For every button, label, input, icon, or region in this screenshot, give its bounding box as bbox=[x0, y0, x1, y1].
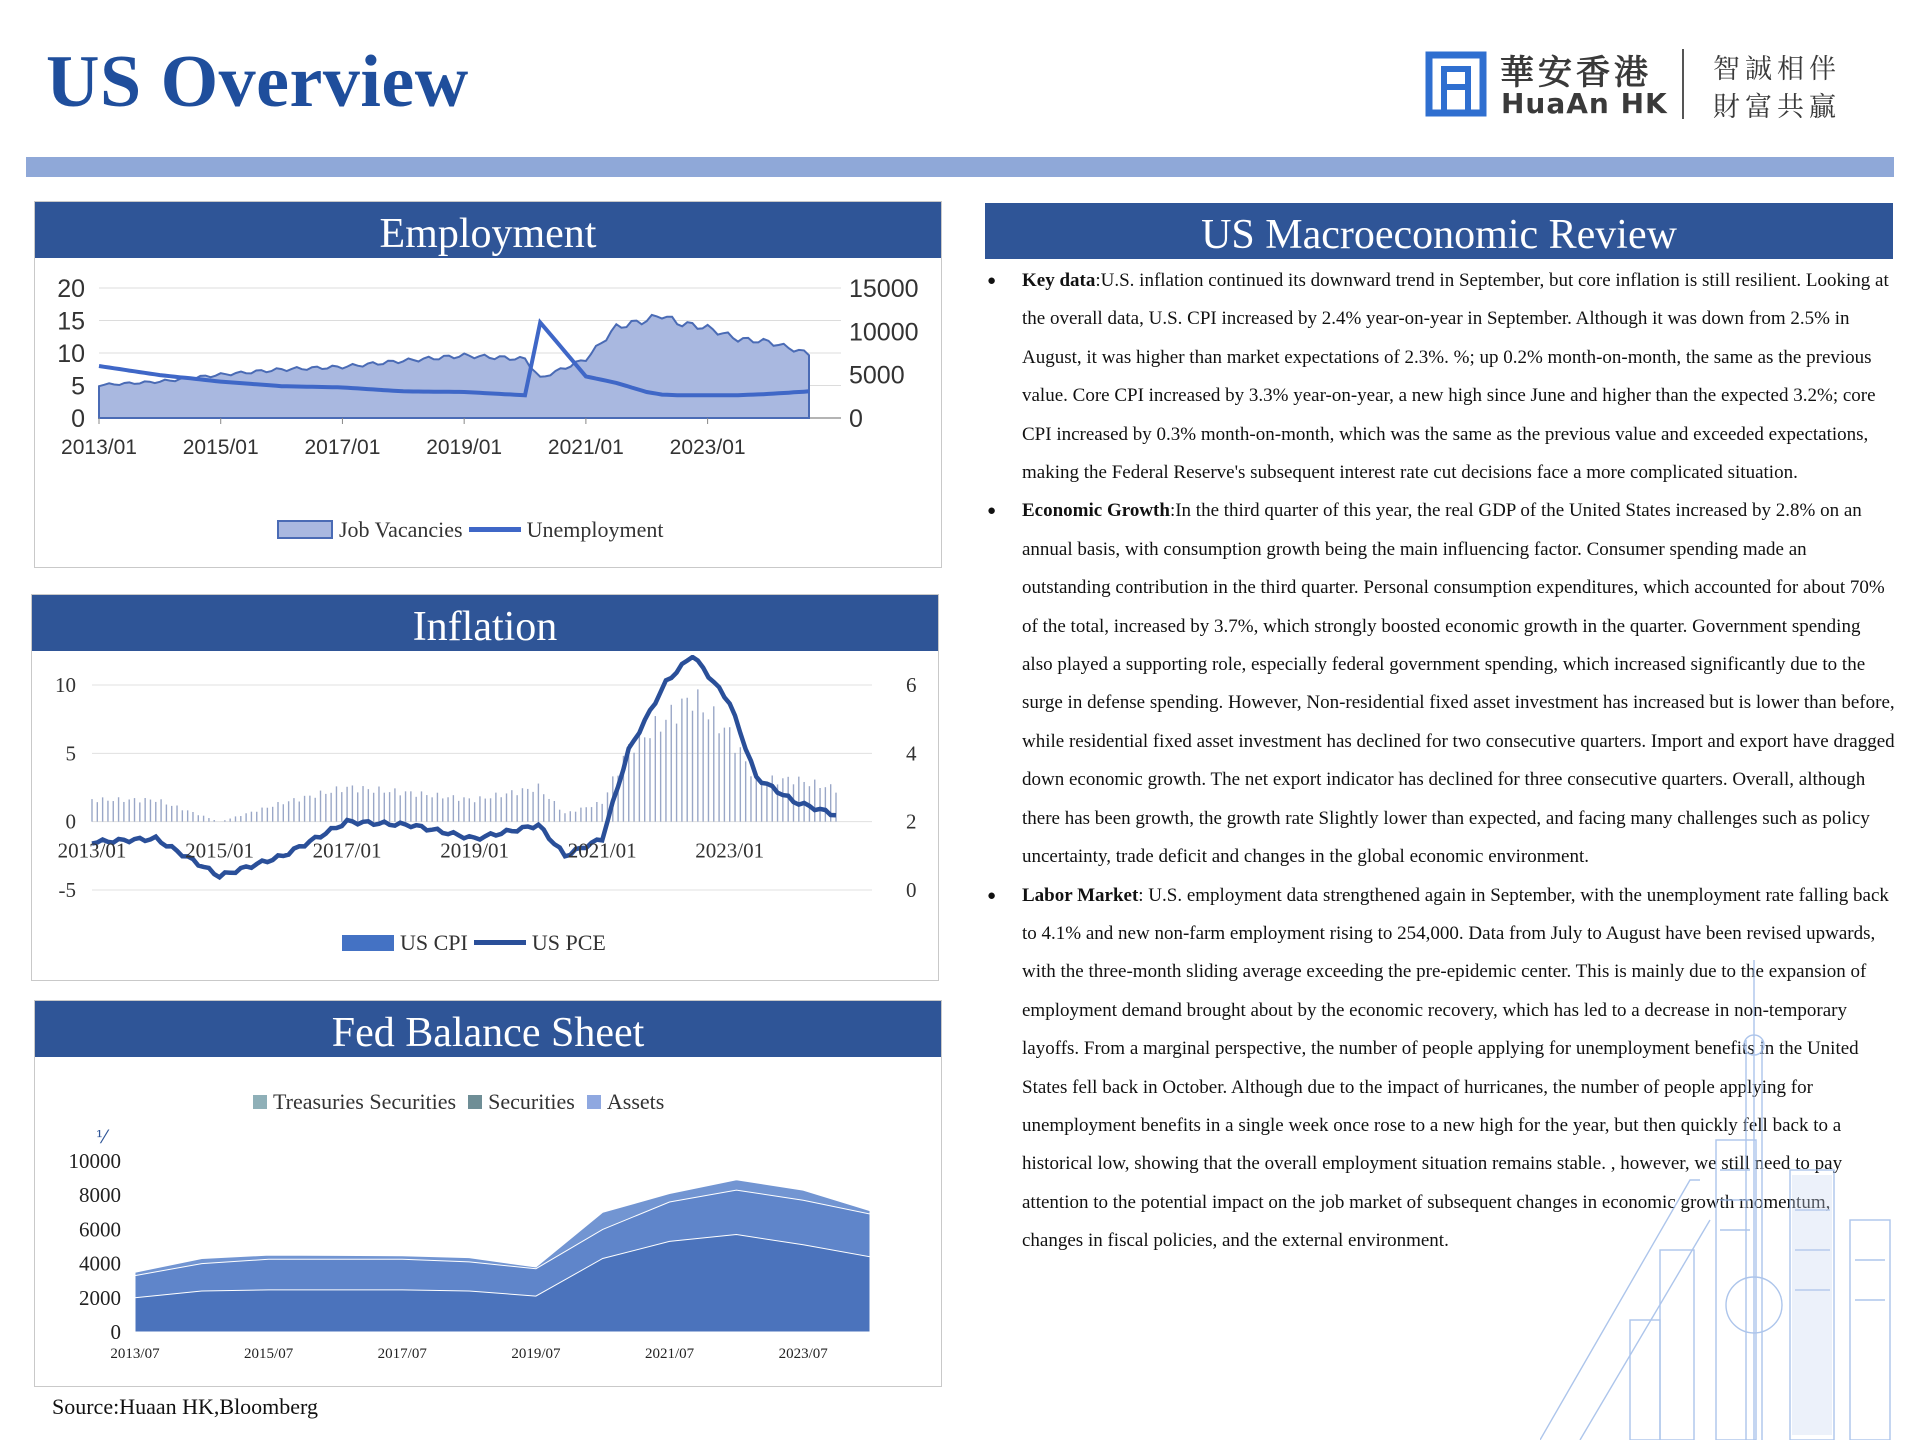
y-tick-left: 0 bbox=[71, 405, 85, 433]
x-tick-label: 2015/07 bbox=[244, 1346, 294, 1362]
x-tick-label: 2019/07 bbox=[511, 1346, 561, 1362]
x-tick-label: 2023/01 bbox=[695, 838, 765, 863]
fed-balance-chart bbox=[35, 1113, 941, 1383]
y-tick-left: -5 bbox=[58, 878, 76, 902]
y-tick-right: 6 bbox=[906, 673, 917, 697]
y-tick: 10000 bbox=[68, 1149, 121, 1173]
city-skyline-illustration bbox=[1540, 920, 1920, 1440]
legend-swatch-us-cpi bbox=[342, 935, 394, 951]
legend-assets: Assets bbox=[606, 1088, 665, 1114]
legend-treasuries-securities: Treasuries Securities bbox=[273, 1088, 457, 1114]
inflation-chart bbox=[32, 655, 938, 925]
company-logo bbox=[1425, 45, 1845, 125]
y-tick-left: 10 bbox=[55, 673, 76, 697]
review-item-text: :U.S. inflation continued its downward trend in September, but core inflation is still resilient. Looking at the overall data, U.S. CPI increased by 2.4% year-on-year in September. Although it was down from 2.5% in August, it was higher than market expectations of 2.3%. %; up 0.2% month-on-month, the same as the previous value. Core CPI increased by 3.3% year-on-year, a new high since June and higher than the expected 3.2%; core CPI increased by 0.3% month-on-month, which was the same as the previous value and exceeded expectations, making the Federal Reserve's subsequent interest rate cut decisions face a more complicated situation. bbox=[1022, 270, 1889, 484]
legend-swatch-us-pce bbox=[474, 940, 526, 945]
review-item-label: Key data bbox=[1022, 270, 1096, 291]
inflation-legend bbox=[342, 928, 606, 956]
y-tick-left: 5 bbox=[65, 741, 76, 766]
employment-panel bbox=[34, 201, 942, 568]
logo-name-chinese: 華安香港 bbox=[1500, 53, 1652, 93]
legend-swatch-securities bbox=[468, 1095, 482, 1109]
y-tick-right: 0 bbox=[906, 878, 917, 902]
y-tick: 8000 bbox=[79, 1183, 121, 1208]
x-tick-label: 2015/01 bbox=[185, 838, 254, 863]
y-tick-left: 5 bbox=[71, 372, 85, 401]
x-tick-label: 2021/01 bbox=[567, 838, 637, 863]
fed-legend bbox=[253, 1087, 664, 1115]
legend-securities: Securities bbox=[488, 1088, 575, 1114]
x-tick-label: 2019/01 bbox=[440, 838, 510, 863]
y-tick-right: 0 bbox=[849, 405, 863, 433]
review-item-key-data bbox=[985, 262, 1895, 492]
y-tick: 6000 bbox=[79, 1217, 121, 1242]
fed-balance-panel bbox=[34, 1000, 942, 1387]
x-tick-label: 2017/07 bbox=[377, 1346, 427, 1362]
y-tick-left: 20 bbox=[57, 275, 85, 303]
logo-name-english: HuaAn HK bbox=[1501, 87, 1668, 120]
x-tick-label: 2017/01 bbox=[312, 838, 382, 863]
y-tick: 2000 bbox=[79, 1285, 121, 1310]
y-tick-left: 15 bbox=[57, 307, 85, 336]
review-title: US Macroeconomic Review bbox=[985, 203, 1893, 259]
employment-legend bbox=[277, 515, 664, 543]
series-job-vacancies-area bbox=[99, 315, 809, 418]
y-tick-right: 15000 bbox=[849, 275, 919, 303]
x-tick-label: 2021/01 bbox=[547, 436, 624, 459]
y-tick: 0 bbox=[110, 1320, 121, 1344]
y-tick-right: 2 bbox=[906, 809, 917, 834]
employment-title: Employment bbox=[35, 202, 941, 258]
x-tick-label: 2023/01 bbox=[669, 436, 746, 459]
inflation-title: Inflation bbox=[32, 595, 938, 651]
fed-unit-label: ⅟ bbox=[95, 1127, 107, 1147]
logo-slogan-line2: 財富共贏 bbox=[1713, 92, 1841, 123]
y-tick-right: 4 bbox=[906, 741, 917, 766]
header-divider-bar bbox=[26, 157, 1894, 177]
page-title: US Overview bbox=[46, 41, 469, 123]
y-tick-right: 10000 bbox=[849, 318, 919, 347]
y-tick-left: 0 bbox=[65, 809, 76, 834]
x-tick-label: 2019/01 bbox=[426, 436, 503, 459]
fed-balance-title: Fed Balance Sheet bbox=[35, 1001, 941, 1057]
legend-swatch-assets bbox=[587, 1095, 601, 1109]
y-tick: 4000 bbox=[79, 1251, 121, 1276]
legend-swatch-job-vacancies bbox=[277, 520, 333, 539]
legend-swatch-unemployment bbox=[469, 527, 521, 532]
legend-unemployment: Unemployment bbox=[526, 516, 664, 542]
x-tick-label: 2023/07 bbox=[778, 1346, 828, 1362]
y-tick-right: 5000 bbox=[849, 361, 905, 390]
review-item-text: :In the third quarter of this year, the real GDP of the United States increased by 2.8% on an annual basis, with consumption growth being the main influencing factor. Consumer spending made an outstanding contribution in the third quarter. Personal consumption expenditures, which accounted for about 70% of the total, increased by 3.7%, which strongly boosted economic growth in the quarter. Government spending also played a supporting role, especially federal government spending, which increased significantly due to the surge in defense spending. However, Non-residential fixed asset investment has increased but is lower than before, while residential fixed asset investment has declined for two consecutive quarters. Import and export have dragged down economic growth. The net export indicator has declined for three consecutive quarters. Overall, although there has been growth, the growth rate Slightly lower than expected, and facing many challenges such as policy uncertainty, trade deficit and changes in the global economic environment. bbox=[1022, 500, 1895, 868]
review-item-text: : U.S. employment data strengthened again in September, with the unemployment rate falling back to 4.1% and new non-farm employment rising to 254,000. Data from July to August have been revised upwards, with the three-month sliding average exceeding the pre-epidemic center. This is mainly due to the expansion of employment demand brought about by the economic recovery, which has led to a decrease in non-temporary layoffs. From a marginal perspective, the number of people applying for unemployment benefits in the United States fell back in October. Although due to the impact of hurricanes, the number of people applying for unemployment benefits in a single week once rose to a new high for the year, but then quickly fell back to a historical low, showing that the overall employment situation remains stable. , however, we still need to pay attention to the potential impact on the job market of subsequent changes in economic growth momentum, changes in fiscal policies, and the external environment. bbox=[1022, 884, 1889, 1252]
source-note: Source:Huaan HK,Bloomberg bbox=[52, 1394, 318, 1419]
legend-us-cpi: US CPI bbox=[400, 929, 468, 955]
legend-us-pce: US PCE bbox=[531, 929, 606, 955]
review-item-label: Labor Market bbox=[1022, 884, 1139, 906]
employment-chart bbox=[35, 262, 941, 522]
x-tick-label: 2021/07 bbox=[644, 1346, 695, 1362]
logo-divider bbox=[1682, 49, 1684, 119]
x-tick-label: 2013/01 bbox=[57, 838, 127, 863]
x-tick-label: 2013/07 bbox=[110, 1346, 160, 1362]
logo-slogan-line1: 智誠相伴 bbox=[1713, 54, 1841, 85]
inflation-panel bbox=[31, 594, 939, 981]
y-tick-left: 10 bbox=[57, 340, 85, 368]
x-tick-label: 2017/01 bbox=[304, 436, 381, 459]
x-tick-label: 2013/01 bbox=[61, 436, 137, 459]
review-item-label: Economic Growth bbox=[1022, 500, 1170, 522]
x-tick-label: 2015/01 bbox=[182, 436, 259, 459]
review-item-economic-growth bbox=[985, 492, 1895, 876]
legend-swatch-treasuries bbox=[253, 1095, 267, 1109]
huaan-logo-icon bbox=[1425, 51, 1487, 119]
legend-job-vacancies: Job Vacancies bbox=[339, 516, 463, 542]
